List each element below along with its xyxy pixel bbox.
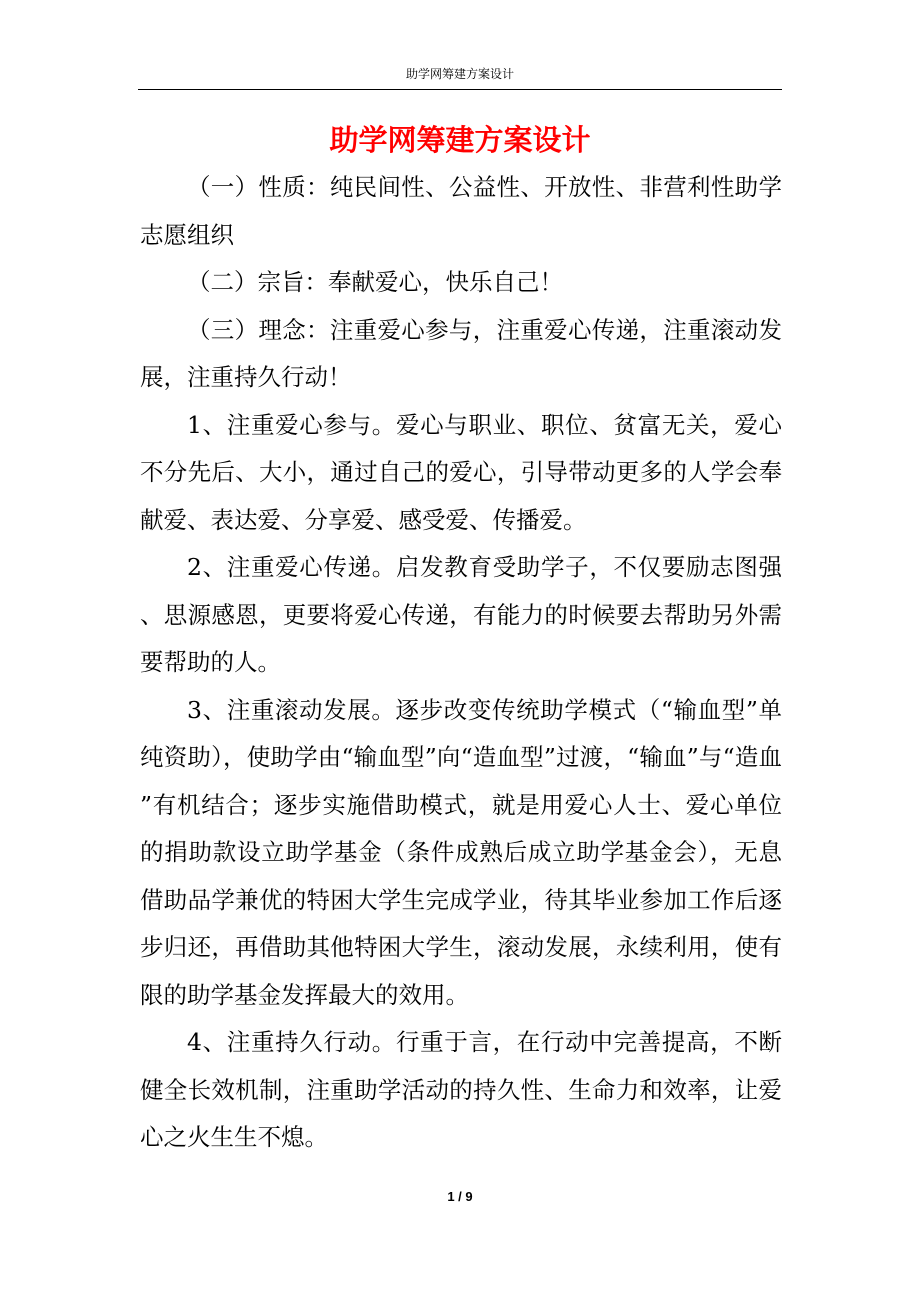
paragraph-item-2: 2、注重爱心传递。启发教育受助学子，不仅要励志图强、思源感恩，更要将爱心传递，有能力的时候要去帮助另外需要帮助的人。 (140, 553, 782, 676)
document-body (140, 164, 782, 1162)
paragraph-philosophy: （三）理念：注重爱心参与，注重爱心传递，注重滚动发展，注重持久行动！ (140, 315, 782, 391)
paragraph-item-3: 3、注重滚动发展。逐步改变传统助学模式（“输血型”单纯资助），使助学由“输血型”向“造血型”过渡，“输血”与“造血”有机结合；逐步实施借助模式，就是用爱心人士、爱心单位的捐助款设立助学基金（条件成熟后成立助学基金会），无息借助品学兼优的特困大学生完成学业，待其毕业参加工作后逐步归还，再借助其他特困大学生，滚动发展，永续利用，使有限的助学基金发挥最大的效用。 (140, 695, 782, 1009)
paragraph-item-4: 4、注重持久行动。行重于言，在行动中完善提高，不断健全长效机制，注重助学活动的持久性、生命力和效率，让爱心之火生生不熄。 (140, 1028, 782, 1151)
document-title: 助学网筹建方案设计 (329, 123, 591, 157)
header-divider (138, 89, 782, 90)
paragraph-nature: （一）性质：纯民间性、公益性、开放性、非营利性助学志愿组织 (140, 173, 782, 249)
paragraph-item-1: 1、注重爱心参与。爱心与职业、职位、贫富无关，爱心不分先后、大小，通过自己的爱心，引导带动更多的人学会奉献爱、表达爱、分享爱、感受爱、传播爱。 (140, 410, 782, 534)
running-header: 助学网筹建方案设计 (405, 67, 514, 81)
paragraph-purpose: （二）宗旨：奉献爱心，快乐自己！ (187, 268, 563, 296)
page-number: 1 / 9 (447, 1189, 473, 1204)
